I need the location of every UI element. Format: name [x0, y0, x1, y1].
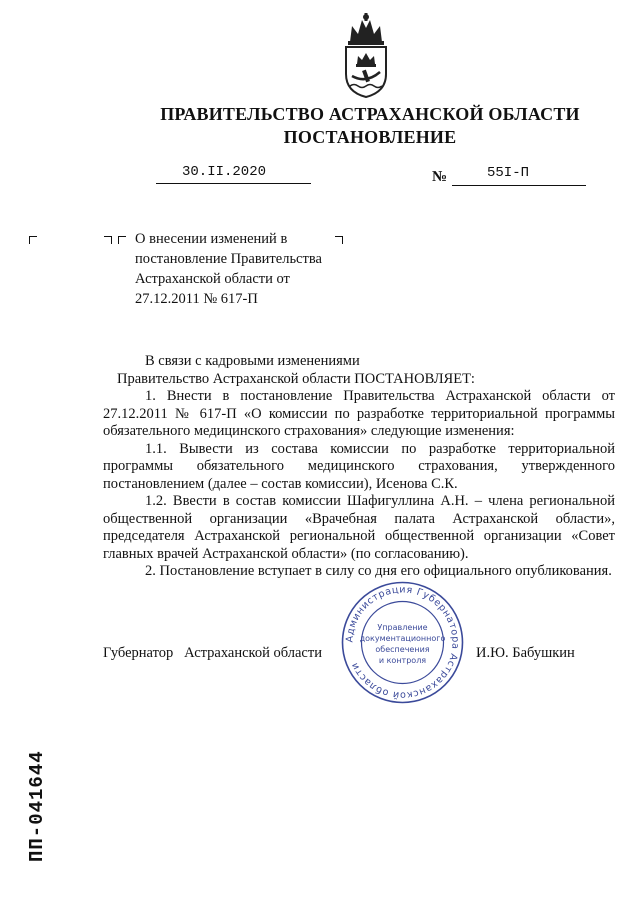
corner-bracket: [104, 236, 112, 244]
document-number: 55I-П: [487, 165, 530, 181]
stamp-inner-line: и контроля: [378, 656, 427, 665]
stamp-outer-text: Администрация Губернатора Астраханской области: [344, 584, 461, 701]
stamp-inner-line: документационного: [359, 634, 446, 643]
body-paragraph: 2. Постановление вступает в силу со дня его официального опубликования.: [145, 563, 612, 579]
body-paragraph: В связи с кадровыми изменениями: [145, 353, 360, 369]
body-paragraph: Правительство Астраханской области ПОСТАНОВЛЯЕТ:: [117, 370, 475, 387]
document-type-title: ПОСТАНОВЛЕНИЕ: [283, 127, 457, 147]
corner-bracket: [29, 236, 37, 244]
body-paragraph: 1.1. Вывести из состава комиссии по разработке территориальной программы обязательного медицинского страхования, утвержденного постановлением (далее – состав комиссии), Исенова С.К.: [103, 440, 615, 492]
signatory-name: И.Ю. Бабушкин: [476, 645, 575, 661]
serial-number: ПП-041644: [26, 750, 48, 862]
number-underline: [452, 185, 586, 186]
number-sign: №: [432, 169, 448, 185]
stamp-inner-line: обеспечения: [375, 645, 430, 654]
document-date: 30.II.2020: [182, 164, 267, 180]
body-paragraph: 1. Внести в постановление Правительства Астраханской области от 27.12.2011 № 617-П «О комиссии по разработке территориальной программы обязательного медицинского страхования» следующие изменения:: [103, 388, 615, 439]
corner-bracket: [118, 236, 126, 244]
document-subject: О внесении изменений в постановление Правительства Астраханской области от 27.12.2011 № 617-П: [135, 231, 322, 307]
government-title: ПРАВИТЕЛЬСТВО АСТРАХАНСКОЙ ОБЛАСТИ: [160, 104, 580, 124]
stamp-inner-line: Управление: [377, 623, 428, 632]
document-body: [103, 353, 615, 581]
coat-of-arms-icon: [340, 12, 392, 98]
date-underline: [156, 183, 311, 184]
body-paragraph: 1.2. Ввести в состав комиссии Шафигуллина А.Н. – члена региональной общественной организации «Врачебная палата Астраханской области», председателя Астраханской региональной общественной организации «Совет главных врачей Астраханской области» (по согласованию).: [103, 493, 615, 562]
official-stamp: [340, 580, 465, 705]
signatory-position: Губернатор Астраханской области: [103, 645, 322, 661]
